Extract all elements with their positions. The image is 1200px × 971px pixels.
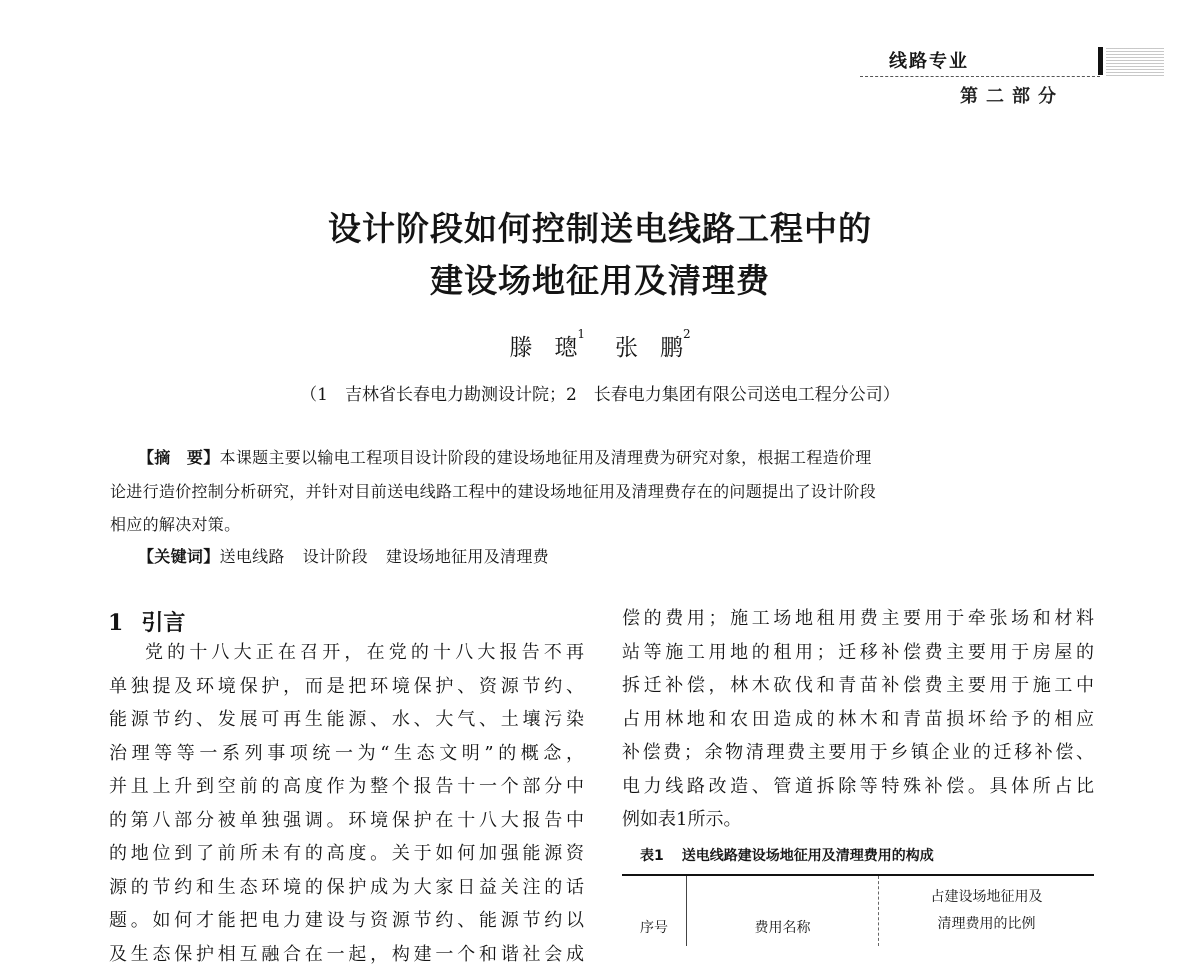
text-line: 并且上升到空前的高度作为整个报告十一个部分中: [109, 770, 584, 804]
paper-title-line-1: 设计阶段如何控制送电线路工程中的: [0, 203, 1200, 250]
keywords-label: 【关键词】: [138, 547, 220, 566]
text-line: 单独提及环境保护，而是把环境保护、资源节约、: [109, 670, 584, 704]
running-header-section: 线路专业: [889, 47, 969, 73]
abstract-line-1: 【摘 要】本课题主要以输电工程项目设计阶段的建设场地征用及清理费为研究对象，根据工程造价理: [138, 445, 872, 468]
running-header-part: 第二部分: [960, 82, 1064, 108]
text-line: 治理等等一系列事项统一为“生态文明”的概念，: [109, 737, 584, 771]
header-texture-decoration: [1106, 46, 1164, 76]
abstract-label: 【摘 要】: [138, 448, 220, 467]
keyword: 设计阶段: [303, 547, 368, 566]
header-rule: [860, 76, 1100, 77]
text-line: 的第八部分被单独强调。环境保护在十八大报告中: [109, 804, 584, 838]
keyword: 送电线路: [220, 547, 285, 566]
keywords: [138, 544, 549, 567]
text-line: 及生态保护相互融合在一起，构建一个和谐社会成: [109, 938, 584, 971]
author-1: 滕 璁$^1$: [509, 335, 585, 361]
author-2: 张 鹏$^2$: [615, 335, 691, 361]
table-header-name: 费用名称: [687, 917, 878, 937]
left-column-text: [109, 636, 584, 971]
text-line: 源的节约和生态环境的保护成为大家日益关注的话: [109, 871, 584, 905]
affiliations: （1 吉林省长春电力勘测设计院；2 长春电力集团有限公司送电工程分公司）: [0, 380, 1200, 405]
right-column-text: [622, 602, 1094, 837]
text-line: 例如表1所示。: [622, 803, 1094, 837]
author-1-affiliation-mark: 1: [577, 327, 585, 341]
abstract-line-3: 相应的解决对策。: [110, 512, 240, 535]
text-line: 能源节约、发展可再生能源、水、大气、土壤污染: [109, 703, 584, 737]
author-list: [0, 329, 1200, 362]
section-heading: 1 引言: [108, 606, 185, 637]
keyword: 建设场地征用及清理费: [386, 547, 549, 566]
text-line: 题。如何才能把电力建设与资源节约、能源节约以: [109, 904, 584, 938]
header-bar-decoration: [1098, 47, 1103, 75]
paper-title-line-2: 建设场地征用及清理费: [0, 255, 1200, 302]
text-line: 站等施工用地的租用；迁移补偿费主要用于房屋的: [622, 636, 1094, 670]
author-2-affiliation-mark: 2: [683, 327, 691, 341]
text-line: 党的十八大正在召开，在党的十八大报告不再: [109, 636, 584, 670]
table-caption: 表1 送电线路建设场地征用及清理费用的构成: [640, 845, 934, 865]
text-line: 拆迁补偿，林木砍伐和青苗补偿费主要用于施工中: [622, 669, 1094, 703]
text-line: 偿的费用；施工场地租用费主要用于牵张场和材料: [622, 602, 1094, 636]
table-header-ratio: 占建设场地征用及 清理费用的比例: [879, 884, 1094, 938]
abstract-line-2: 论进行造价控制分析研究，并针对目前送电线路工程中的建设场地征用及清理费存在的问题提出了设计阶段: [110, 479, 876, 502]
table-top-rule: [622, 874, 1094, 876]
text-line: 补偿费；余物清理费主要用于乡镇企业的迁移补偿、: [622, 736, 1094, 770]
text-line: 的地位到了前所未有的高度。关于如何加强能源资: [109, 837, 584, 871]
text-line: 占用林地和农田造成的林木和青苗损坏给予的相应: [622, 703, 1094, 737]
table-header-seq: 序号: [622, 917, 686, 937]
text-line: 电力线路改造、管道拆除等特殊补偿。具体所占比: [622, 770, 1094, 804]
